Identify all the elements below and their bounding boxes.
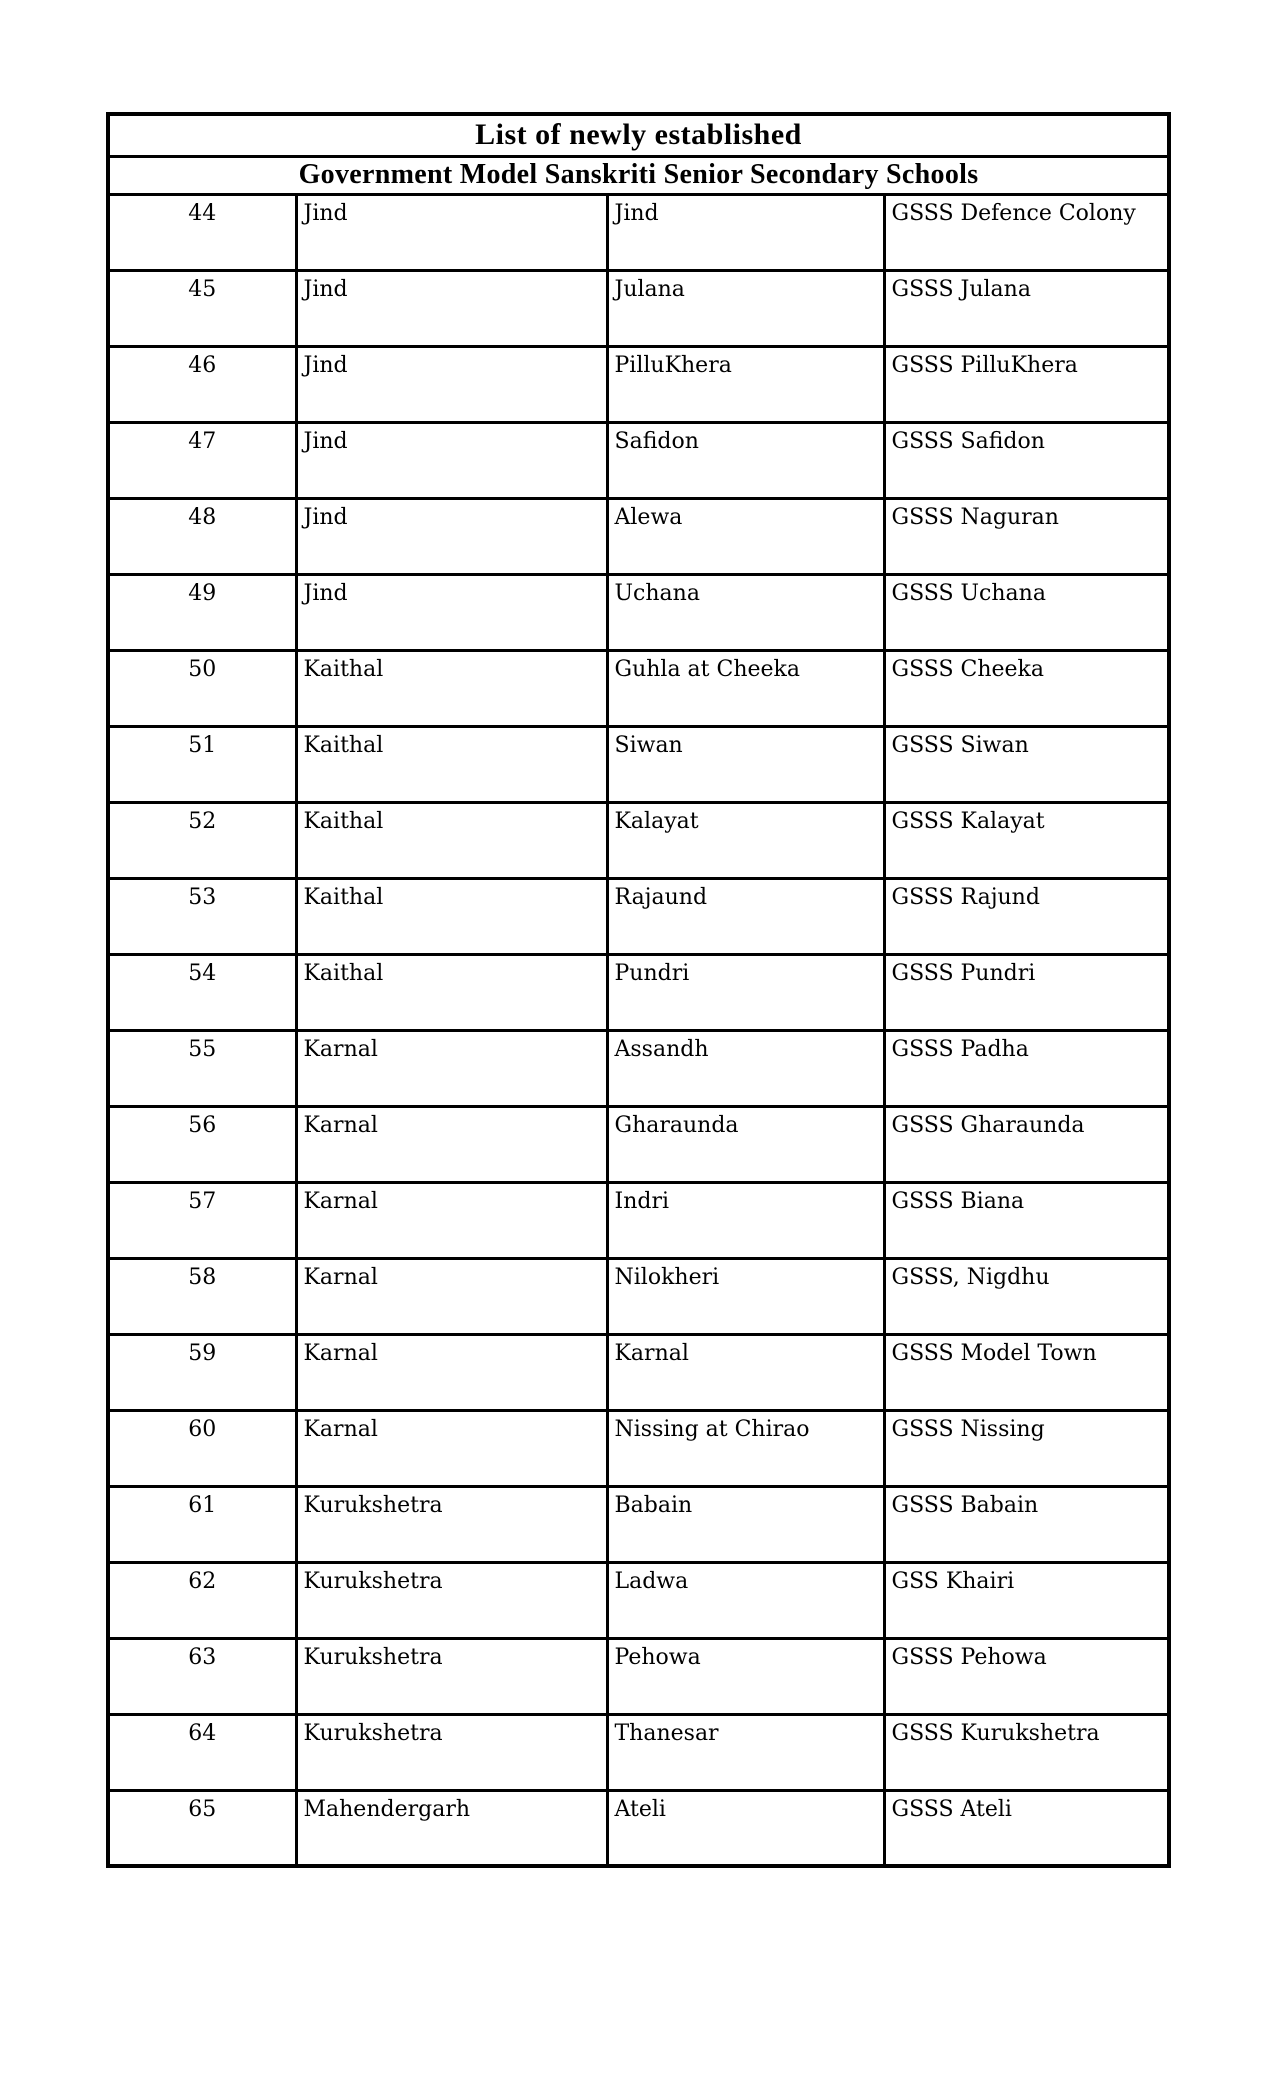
cell-block: Nilokheri [607, 1258, 884, 1334]
table-row [108, 650, 1169, 726]
cell-district: Karnal [296, 1410, 607, 1486]
cell-school-name: GSSS Gharaunda [884, 1106, 1169, 1182]
cell-district: Karnal [296, 1182, 607, 1258]
cell-school-name: GSSS Naguran [884, 498, 1169, 574]
cell-district: Kurukshetra [296, 1486, 607, 1562]
cell-school-name: GSSS Kurukshetra [884, 1714, 1169, 1790]
cell-block: Thanesar [607, 1714, 884, 1790]
cell-district: Kurukshetra [296, 1562, 607, 1638]
table-row [108, 498, 1169, 574]
cell-school-name: GSSS Ateli [884, 1790, 1169, 1866]
cell-school-name: GSSS Safidon [884, 422, 1169, 498]
cell-district: Jind [296, 346, 607, 422]
table-row [108, 194, 1169, 270]
cell-school-name: GSSS Babain [884, 1486, 1169, 1562]
cell-block: Indri [607, 1182, 884, 1258]
cell-block: Julana [607, 270, 884, 346]
cell-serial-number: 49 [108, 574, 296, 650]
table-row [108, 422, 1169, 498]
cell-block: Assandh [607, 1030, 884, 1106]
cell-serial-number: 48 [108, 498, 296, 574]
cell-serial-number: 56 [108, 1106, 296, 1182]
cell-block: PilluKhera [607, 346, 884, 422]
cell-serial-number: 58 [108, 1258, 296, 1334]
cell-school-name: GSSS Model Town [884, 1334, 1169, 1410]
cell-school-name: GSSS Rajund [884, 878, 1169, 954]
table-row [108, 1562, 1169, 1638]
cell-serial-number: 50 [108, 650, 296, 726]
cell-serial-number: 45 [108, 270, 296, 346]
cell-district: Kurukshetra [296, 1638, 607, 1714]
cell-district: Kaithal [296, 878, 607, 954]
table-row [108, 1106, 1169, 1182]
cell-block: Safidon [607, 422, 884, 498]
cell-school-name: GSSS, Nigdhu [884, 1258, 1169, 1334]
cell-block: Siwan [607, 726, 884, 802]
table-body [108, 194, 1169, 1866]
cell-school-name: GSSS PilluKhera [884, 346, 1169, 422]
cell-school-name: GSSS Kalayat [884, 802, 1169, 878]
table-title-row-1 [108, 114, 1169, 156]
table-row [108, 1258, 1169, 1334]
cell-district: Karnal [296, 1030, 607, 1106]
table-row [108, 1714, 1169, 1790]
cell-block: Jind [607, 194, 884, 270]
cell-serial-number: 62 [108, 1562, 296, 1638]
table-row [108, 1182, 1169, 1258]
cell-serial-number: 55 [108, 1030, 296, 1106]
cell-district: Jind [296, 498, 607, 574]
cell-block: Gharaunda [607, 1106, 884, 1182]
cell-district: Kurukshetra [296, 1714, 607, 1790]
cell-block: Guhla at Cheeka [607, 650, 884, 726]
cell-serial-number: 64 [108, 1714, 296, 1790]
cell-block: Babain [607, 1486, 884, 1562]
table-title-row-2 [108, 156, 1169, 194]
cell-district: Jind [296, 270, 607, 346]
cell-district: Mahendergarh [296, 1790, 607, 1866]
cell-serial-number: 57 [108, 1182, 296, 1258]
schools-table [106, 112, 1171, 1868]
cell-school-name: GSSS Cheeka [884, 650, 1169, 726]
cell-serial-number: 61 [108, 1486, 296, 1562]
cell-block: Pehowa [607, 1638, 884, 1714]
cell-district: Kaithal [296, 650, 607, 726]
cell-school-name: GSS Khairi [884, 1562, 1169, 1638]
cell-serial-number: 53 [108, 878, 296, 954]
cell-school-name: GSSS Nissing [884, 1410, 1169, 1486]
page-title: List of newly established [108, 114, 1169, 156]
cell-serial-number: 54 [108, 954, 296, 1030]
table-row [108, 878, 1169, 954]
table-row [108, 1030, 1169, 1106]
cell-district: Karnal [296, 1106, 607, 1182]
cell-district: Karnal [296, 1334, 607, 1410]
cell-serial-number: 60 [108, 1410, 296, 1486]
table-row [108, 1334, 1169, 1410]
cell-school-name: GSSS Biana [884, 1182, 1169, 1258]
table-row [108, 1486, 1169, 1562]
table-row [108, 726, 1169, 802]
cell-serial-number: 52 [108, 802, 296, 878]
cell-serial-number: 65 [108, 1790, 296, 1866]
cell-serial-number: 51 [108, 726, 296, 802]
cell-block: Rajaund [607, 878, 884, 954]
cell-district: Kaithal [296, 726, 607, 802]
cell-school-name: GSSS Pehowa [884, 1638, 1169, 1714]
cell-block: Alewa [607, 498, 884, 574]
cell-school-name: GSSS Uchana [884, 574, 1169, 650]
table-row [108, 574, 1169, 650]
cell-block: Nissing at Chirao [607, 1410, 884, 1486]
cell-district: Jind [296, 194, 607, 270]
cell-block: Kalayat [607, 802, 884, 878]
cell-school-name: GSSS Defence Colony [884, 194, 1169, 270]
table-row [108, 1410, 1169, 1486]
cell-school-name: GSSS Padha [884, 1030, 1169, 1106]
page-subtitle: Government Model Sanskriti Senior Secondary Schools [108, 156, 1169, 194]
cell-district: Jind [296, 574, 607, 650]
table-row [108, 1638, 1169, 1714]
table-row [108, 346, 1169, 422]
table-row [108, 270, 1169, 346]
cell-serial-number: 59 [108, 1334, 296, 1410]
cell-block: Ladwa [607, 1562, 884, 1638]
cell-block: Ateli [607, 1790, 884, 1866]
cell-serial-number: 46 [108, 346, 296, 422]
table-row [108, 1790, 1169, 1866]
cell-district: Kaithal [296, 802, 607, 878]
cell-block: Uchana [607, 574, 884, 650]
cell-school-name: GSSS Julana [884, 270, 1169, 346]
cell-school-name: GSSS Pundri [884, 954, 1169, 1030]
cell-district: Karnal [296, 1258, 607, 1334]
cell-serial-number: 63 [108, 1638, 296, 1714]
cell-district: Jind [296, 422, 607, 498]
cell-serial-number: 47 [108, 422, 296, 498]
cell-district: Kaithal [296, 954, 607, 1030]
table-row [108, 954, 1169, 1030]
cell-serial-number: 44 [108, 194, 296, 270]
cell-block: Karnal [607, 1334, 884, 1410]
cell-block: Pundri [607, 954, 884, 1030]
cell-school-name: GSSS Siwan [884, 726, 1169, 802]
table-row [108, 802, 1169, 878]
